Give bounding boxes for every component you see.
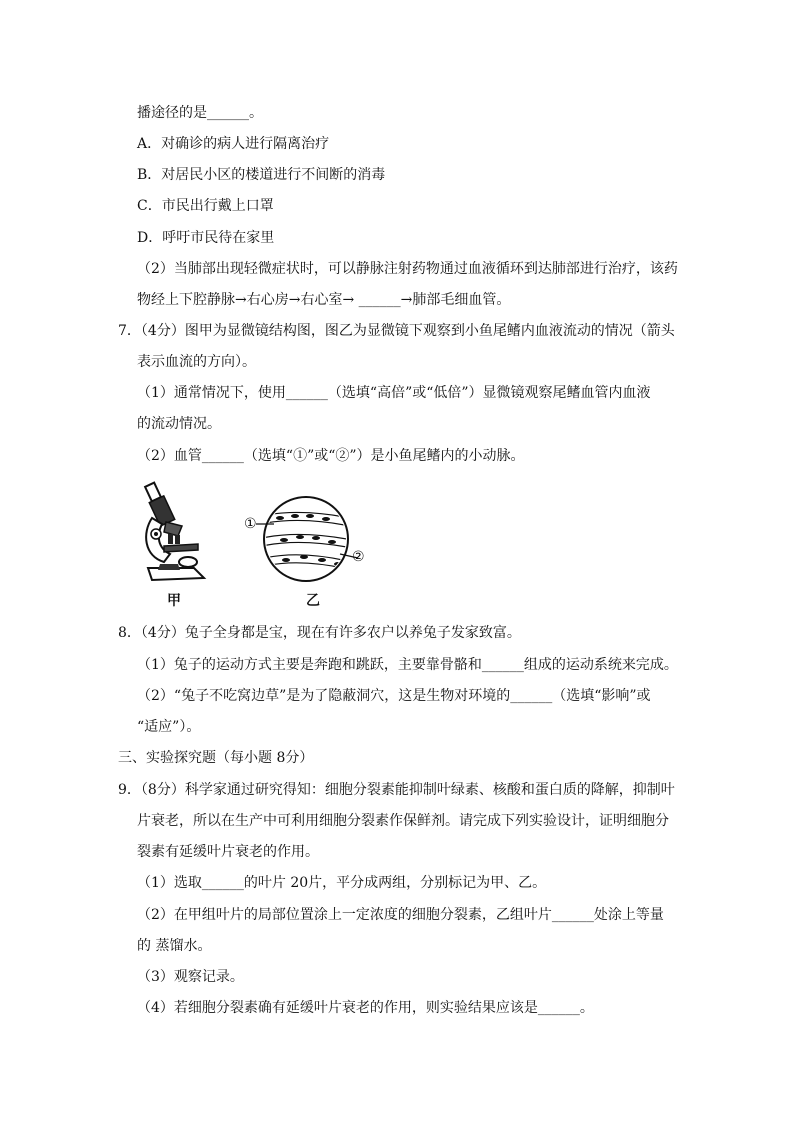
figure-marker-2: ② bbox=[352, 549, 365, 565]
q7-part2: （2）血管______（选填“①”或“②”）是小鱼尾鳍内的小动脉。 bbox=[137, 448, 525, 464]
q6-part2-line1: （2）当肺部出现轻微症状时，可以静脉注射药物通过血液循环到达肺部进行治疗，该药 bbox=[137, 261, 678, 277]
microscope-figure bbox=[138, 478, 218, 588]
q7-stem-line2: 表示血流的方向）。 bbox=[137, 354, 256, 370]
figure-marker-1: ① bbox=[244, 516, 257, 532]
q9-part2-line2: 的 蒸馏水。 bbox=[137, 938, 212, 954]
q9-stem-line3: 裂素有延缓叶片衰老的作用。 bbox=[137, 844, 319, 860]
q8-stem: 8．（4分）兔子全身都是宝，现在有许多农户以养兔子发家致富。 bbox=[118, 625, 521, 641]
q6-stem-tail: 播途径的是______。 bbox=[137, 105, 263, 121]
q8-part2-line2: “适应”）。 bbox=[137, 719, 201, 735]
q7-part1-line1: （1）通常情况下，使用______（选填“高倍”或“低倍”）显微镜观察尾鳍血管内血液 bbox=[137, 385, 651, 401]
figure-label-yi: 乙 bbox=[306, 593, 320, 609]
q7-stem-line1: 7．（4分）图甲为显微镜结构图，图乙为显微镜下观察到小鱼尾鳍内血液流动的情况（箭头 bbox=[118, 323, 675, 339]
q8-part1: （1）兔子的运动方式主要是奔跑和跳跃，主要靠骨骼和______组成的运动系统来完成。 bbox=[137, 657, 678, 673]
q9-stem-line1: 9．（8分）科学家通过研究得知：细胞分裂素能抑制叶绿素、核酸和蛋白质的降解，抑制叶 bbox=[118, 782, 675, 798]
q6-option-d: D．呼吁市民待在家里 bbox=[137, 230, 275, 246]
q6-part2-line2: 物经上下腔静脉→右心房→右心室→ ______→肺部毛细血管。 bbox=[137, 292, 511, 308]
q9-part2-line1: （2）在甲组叶片的局部位置涂上一定浓度的细胞分裂素，乙组叶片______处涂上等量 bbox=[137, 907, 664, 923]
q6-option-b: B．对居民小区的楼道进行不间断的消毒 bbox=[137, 167, 386, 183]
section3-title: 三、实验探究题（每小题 8分） bbox=[118, 750, 314, 766]
q9-part4: （4）若细胞分裂素确有延缓叶片衰老的作用，则实验结果应该是______。 bbox=[137, 1000, 594, 1016]
blood-vessel-figure bbox=[240, 494, 375, 584]
q9-part3: （3）观察记录。 bbox=[137, 969, 244, 985]
q9-part1: （1）选取______的叶片 20片，平分成两组，分别标记为甲、乙。 bbox=[137, 875, 547, 891]
q6-option-c: C．市民出行戴上口罩 bbox=[137, 198, 274, 214]
microscope-icon bbox=[138, 478, 218, 588]
q8-part2-line1: （2）“兔子不吃窝边草”是为了隐蔽洞穴，这是生物对环境的______（选填“影响”或 bbox=[137, 688, 651, 704]
q7-part1-line2: 的流动情况。 bbox=[137, 416, 221, 432]
q9-stem-line2: 片衰老，所以在生产中可利用细胞分裂素作保鲜剂。请完成下列实验设计，证明细胞分 bbox=[137, 813, 669, 829]
q6-option-a: A．对确诊的病人进行隔离治疗 bbox=[137, 136, 330, 152]
figure-label-jia: 甲 bbox=[167, 593, 181, 609]
